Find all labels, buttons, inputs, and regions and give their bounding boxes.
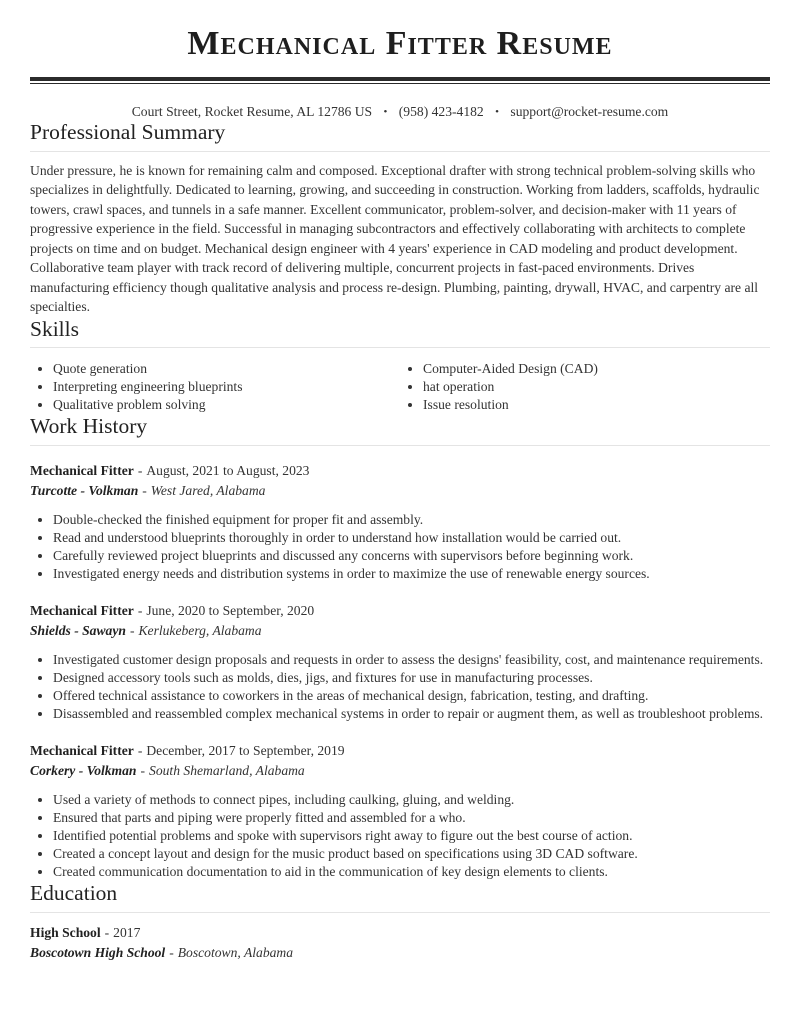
summary-heading: Professional Summary [30,120,770,152]
job-bullet: • Carefully reviewed project blueprints and discussed any concerns with supervisors before beginning work. [53,547,770,565]
education-heading: Education [30,881,770,913]
dash-separator: - [137,463,143,479]
bullet-separator-icon: • [495,106,499,118]
job-company-line [30,621,770,641]
dash-separator: - [129,623,135,639]
page-title: Mechanical Fitter Resume [187,25,613,62]
job-location: Kerlukeberg, Alabama [138,623,262,639]
education-school-line [30,943,770,963]
dash-separator: - [142,483,147,499]
job-company: Shields - Sawayn [30,623,126,639]
job-title-line [30,461,770,481]
job-dates: August, 2021 to August, 2023 [146,463,310,479]
contact-address: Court Street, Rocket Resume, AL 12786 US [131,104,373,119]
contact-line [30,104,770,120]
job-bullet: • Designed accessory tools such as molds, dies, jigs, and fixtures for use in manufacturing processes. [53,669,770,687]
education-degree-line [30,923,770,943]
education-school: Boscotown High School [30,944,166,960]
job-bullet: • Identified potential problems and spoke with supervisors right away to figure out the best course of action. [53,827,770,845]
job-location: West Jared, Alabama [150,483,266,499]
job-bullet: • Investigated energy needs and distribution systems in order to maximize the use of renewable energy sources. [53,565,770,583]
dash-separator: - [137,743,143,759]
job-bullet: • Read and understood blueprints thoroughly in order to understand how installation would be carried out. [53,529,770,547]
job-title: Mechanical Fitter [30,463,134,479]
education-entry [30,923,770,963]
job-bullet: • Offered technical assistance to coworkers in the areas of mechanical design, fabrication, testing, and drafting. [53,687,770,705]
skills-list-left [30,360,400,414]
dash-separator: - [169,944,174,960]
dash-separator: - [137,603,143,619]
job-entry [30,741,770,881]
summary-text: Under pressure, he is known for remaining calm and composed. Exceptional drafter with strong technical problem-solving skills who specializes in delightfully. Dedicated to learning, growing, and succeeding in construction. Working from ladders, scaffolds, hydraulic towers, crawl spaces, and tunnels in a safe manner. Excellent communicator, problem-solver, and decision-maker with 11 years of progressive experience in the field. Successful in managing subcontractors and effectively collaborating with architects to complete projects on time and on budget. Mechanical design engineer with 4 years' experience in CAD modeling and product development. Collaborative team player with track record of delivering multiple, concurrent projects in fast-paced environments. Drives manufacturing efficiency though qualitative analysis and process re-design. Plumbing, painting, drywall, HVAC, and carpentry are all specialties. [30,162,760,315]
skills-columns [30,360,770,414]
header-divider [30,77,770,84]
job-dates: June, 2020 to September, 2020 [146,603,315,619]
job-bullet: • Created communication documentation to aid in the communication of key design elements to clients. [53,863,770,881]
job-bullet: • Double-checked the finished equipment for proper fit and assembly. [53,511,770,529]
skills-list-right [400,360,770,414]
skill-item: • hat operation [423,378,770,396]
dash-separator: - [140,763,146,779]
job-company: Turcotte - Volkman [30,483,139,499]
skills-heading: Skills [30,317,770,349]
skill-item: • Computer-Aided Design (CAD) [423,360,770,378]
job-bullet: • Ensured that parts and piping were properly fitted and assembled for a who. [53,809,770,827]
education-location: Boscotown, Alabama [177,944,294,960]
job-title-line [30,741,770,761]
dash-separator: - [104,924,110,940]
job-company: Corkery - Volkman [30,763,137,779]
job-title: Mechanical Fitter [30,603,134,619]
skill-item: • Issue resolution [423,396,770,414]
bullet-separator-icon: • [383,106,388,118]
job-bullet: • Disassembled and reassembled complex mechanical systems in order to repair or augment them, as well as troubleshoot problems. [53,705,770,723]
education-degree: High School [30,924,101,940]
education-year: 2017 [113,924,141,940]
job-company-line [30,481,770,501]
job-entry [30,601,770,723]
job-dates: December, 2017 to September, 2019 [146,743,345,759]
skill-item: • Qualitative problem solving [53,396,400,414]
job-title-line [30,601,770,621]
job-bullet-list [30,791,770,881]
job-bullet-list [30,511,770,583]
contact-phone: (958) 423-4182 [398,104,484,119]
job-bullet: • Investigated customer design proposals and requests in order to assess the designs' feasibility, cost, and maintenance requirements. [53,651,770,669]
job-bullet: • Created a concept layout and design for the music product based on specifications using 3D CAD software. [53,845,770,863]
job-bullet: • Used a variety of methods to connect pipes, including caulking, gluing, and welding. [53,791,770,809]
job-location: South Shemarland, Alabama [149,763,305,779]
job-bullet-list [30,651,770,723]
job-title: Mechanical Fitter [30,743,134,759]
skill-item: • Interpreting engineering blueprints [53,378,400,396]
job-entry [30,461,770,583]
skill-item: • Quote generation [53,360,400,378]
contact-email: support@rocket-resume.com [510,104,669,119]
job-company-line [30,761,770,781]
work-history-heading: Work History [30,414,770,446]
